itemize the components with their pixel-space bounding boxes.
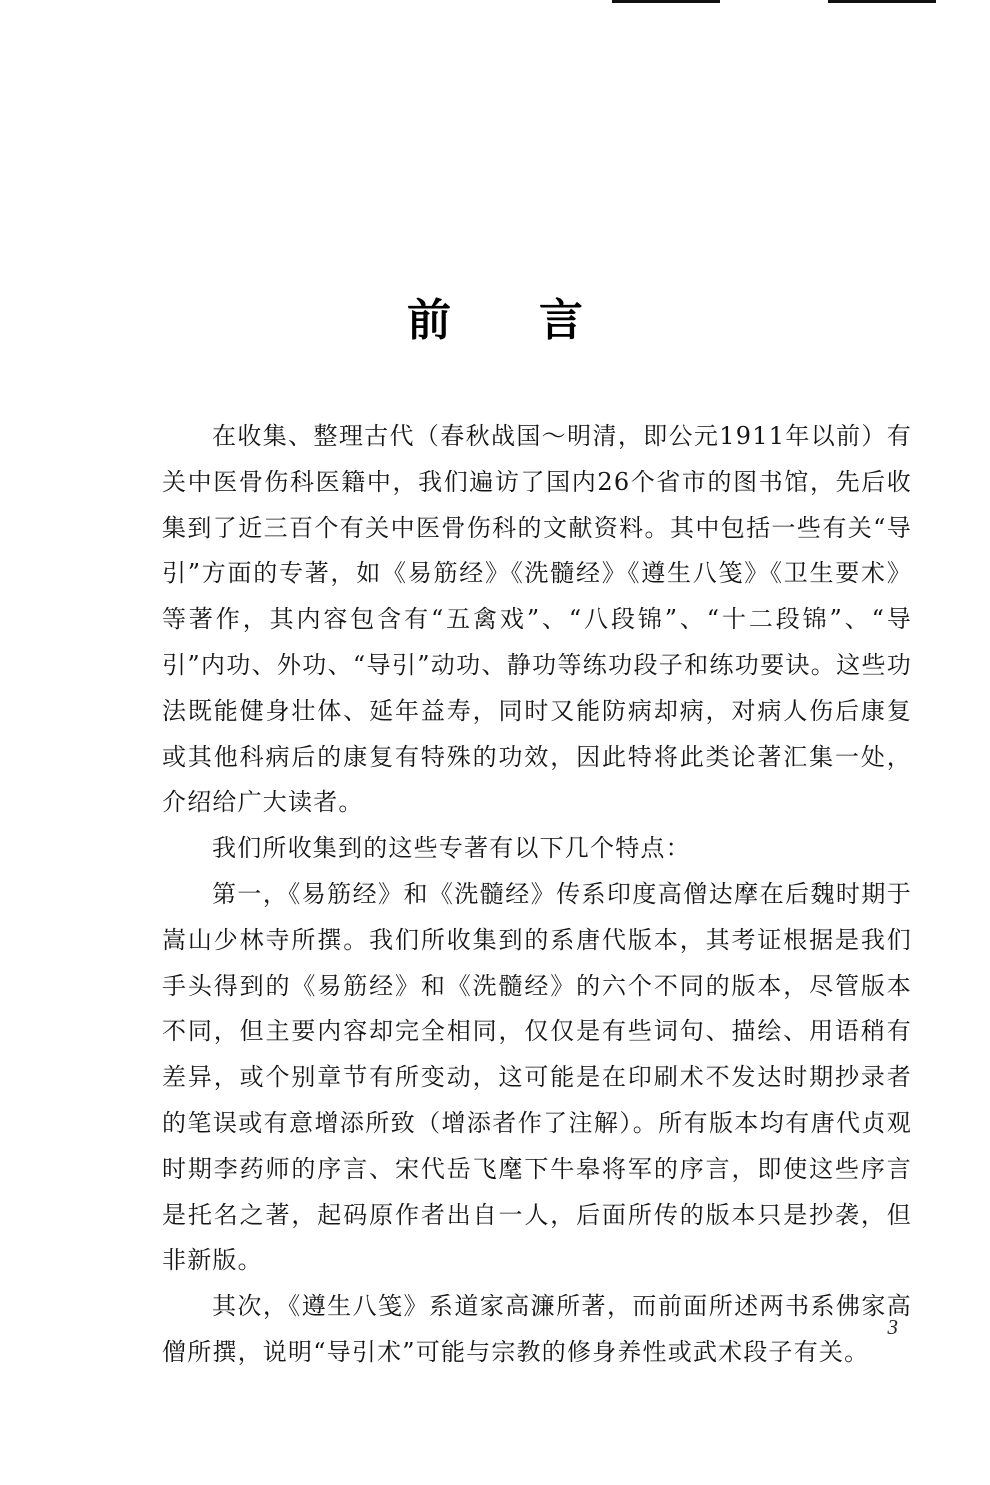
page-title: 前言 [407,295,671,347]
paragraph-1: 在收集、整理古代（春秋战国～明清，即公元1911年以前）有关中医骨伤科医籍中，我们遍访了国内26个省市的图书馆，先后收集到了近三百个有关中医骨伤科的文献资料。其中包括一些有关“导引”方面的专著，如《易筋经》《洗髓经》《遵生八笺》《卫生要术》等著作，其内容包含有“五禽戏”、“八段锦”、“十二段锦”、“导引”内功、外功、“导引”动功、静功等练功段子和练功要诀。这些功法既能健身壮体、延年益寿，同时又能防病却病，对病人伤后康复或其他科病后的康复有特殊的功效，因此特将此类论著汇集一处，介绍给广大读者。 [162,422,912,817]
top-rule-left [612,0,720,3]
page-number: 3 [887,1315,898,1339]
paragraph-2: 我们所收集到的这些专著有以下几个特点： [212,834,691,863]
preface-body [162,414,912,1376]
paragraph-3: 第一，《易筋经》和《洗髓经》传系印度高僧达摩在后魏时期于嵩山少林寺所撰。我们所收集到的系唐代版本，其考证根据是我们手头得到的《易筋经》和《洗髓经》的六个不同的版本，尽管版本不同，但主要内容却完全相同，仅仅是有些词句、描绘、用语稍有差异，或个别章节有所变动，这可能是在印刷术不发达时期抄录者的笔误或有意增添所致（增添者作了注解）。所有版本均有唐代贞观时期李药师的序言、宋代岳飞麾下牛皋将军的序言，即使这些序言是托名之著，起码原作者出自一人，后面所传的版本只是抄袭，但非新版。 [162,879,912,1275]
top-rule-right [828,0,936,3]
paragraph-4: 其次，《遵生八笺》系道家高濂所著，而前面所述两书系佛家高僧所撰，说明“导引术”可能与宗教的修身养性或武术段子有关。 [162,1292,912,1366]
